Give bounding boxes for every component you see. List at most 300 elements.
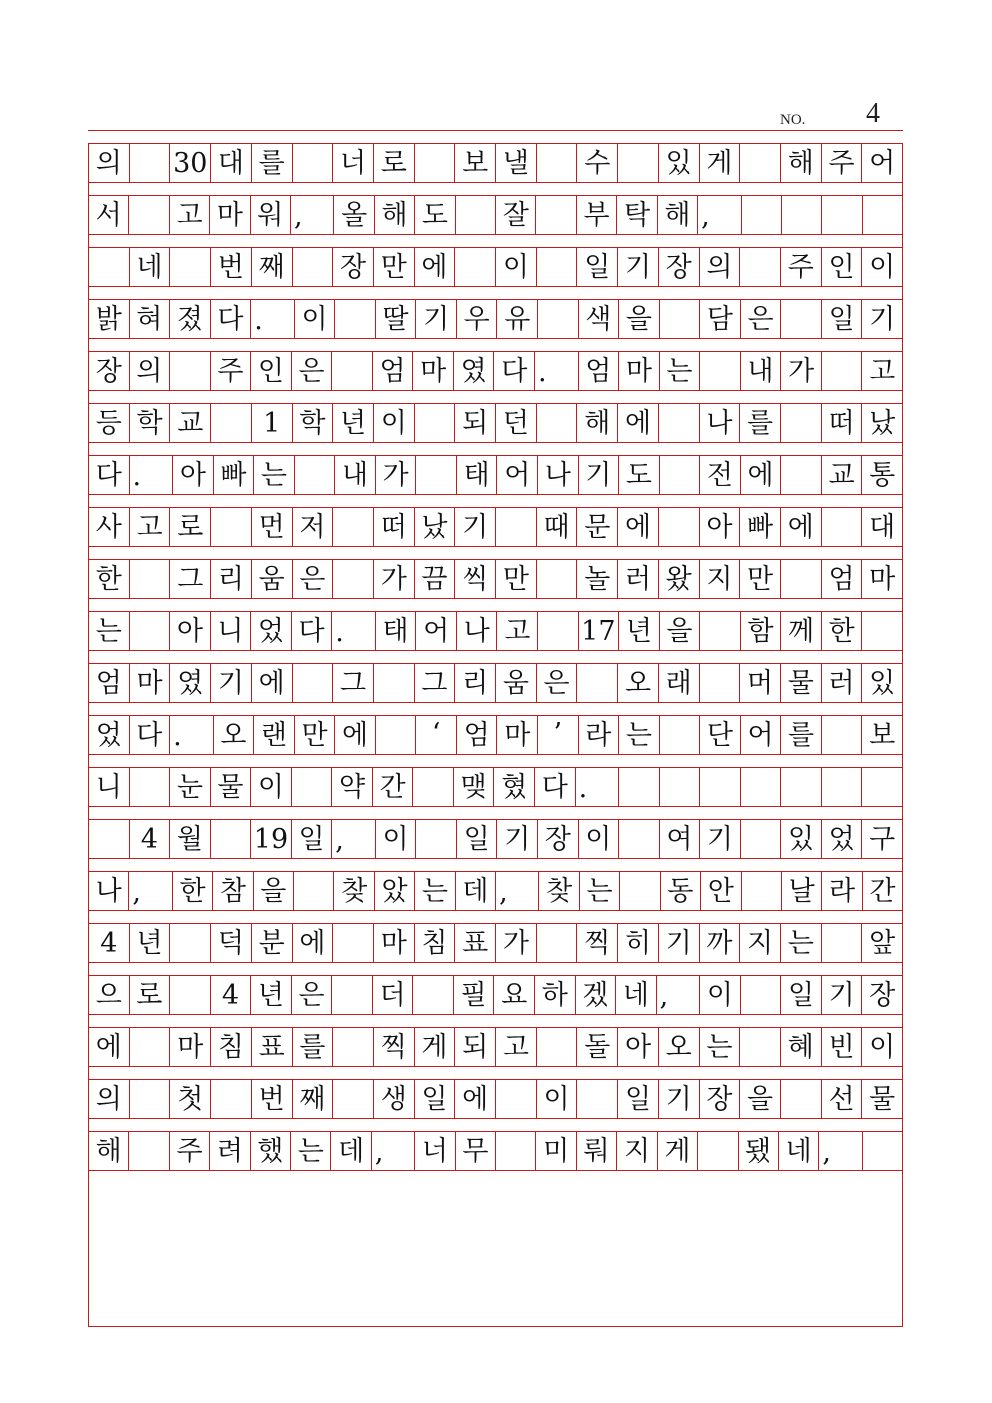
manuscript-cell: 기 (211, 664, 252, 702)
manuscript-cell: 로 (170, 508, 211, 546)
manuscript-cell: 네 (779, 1132, 819, 1170)
manuscript-cell: 기 (659, 1080, 700, 1118)
manuscript-cell: ’ (538, 716, 579, 754)
manuscript-cell (416, 820, 457, 858)
manuscript-cell (332, 976, 373, 1014)
manuscript-cell: 도 (415, 196, 455, 234)
manuscript-cell: 게 (415, 1028, 456, 1066)
manuscript-cell: 했 (251, 1132, 291, 1170)
manuscript-cell: 었 (251, 612, 292, 650)
manuscript-cell: 뤄 (577, 1132, 617, 1170)
manuscript-cell: 침 (415, 924, 456, 962)
manuscript-cell (293, 664, 334, 702)
manuscript-cell: 장 (700, 1080, 741, 1118)
manuscript-cell: 네 (130, 248, 171, 286)
manuscript-cell: 년 (251, 976, 292, 1014)
manuscript-cell: 은 (292, 352, 333, 390)
manuscript-cell: 사 (89, 508, 130, 546)
manuscript-row (88, 247, 903, 287)
manuscript-cell: 씩 (455, 560, 496, 598)
manuscript-cell: 머 (740, 664, 781, 702)
manuscript-cell: 유 (497, 300, 538, 338)
manuscript-cell: 고 (496, 1028, 537, 1066)
manuscript-cell (293, 248, 334, 286)
manuscript-cell (698, 1132, 738, 1170)
manuscript-cell: 째 (293, 1080, 334, 1118)
manuscript-cell: 30 (170, 144, 211, 182)
manuscript-cell: 지 (617, 1132, 657, 1170)
manuscript-cell: 해 (781, 144, 822, 182)
manuscript-cell: 태 (457, 456, 498, 494)
manuscript-cell: 이 (376, 820, 417, 858)
manuscript-cell: 담 (700, 300, 741, 338)
manuscript-cell: 이 (374, 404, 415, 442)
manuscript-cell: 물 (869, 1083, 896, 1115)
manuscript-cell: 어 (869, 147, 896, 179)
manuscript-cell: 안 (701, 872, 741, 910)
manuscript-cell: 엄 (457, 716, 498, 754)
manuscript-cell: 찾 (539, 872, 579, 910)
manuscript-cell: 다 (494, 352, 535, 390)
manuscript-cell: 분 (252, 924, 293, 962)
manuscript-cell: 나 (457, 612, 498, 650)
manuscript-cell: 나 (89, 872, 129, 910)
manuscript-row (88, 871, 903, 911)
manuscript-cell: 무 (456, 1132, 496, 1170)
manuscript-row (88, 143, 903, 183)
manuscript-cell: 의 (700, 248, 741, 286)
manuscript-cell (700, 352, 741, 390)
manuscript-cell (740, 248, 781, 286)
manuscript-cell (577, 664, 618, 702)
manuscript-cell: 번 (211, 248, 252, 286)
manuscript-cell: 는 (781, 924, 822, 962)
manuscript-cell: 때 (537, 508, 578, 546)
manuscript-cell (742, 872, 782, 910)
manuscript-cell: 동 (661, 872, 701, 910)
manuscript-cell: 이 (496, 248, 537, 286)
manuscript-cell: 기 (618, 248, 659, 286)
manuscript-cell: 째 (252, 248, 293, 286)
manuscript-row (88, 663, 903, 703)
manuscript-cell (863, 196, 902, 234)
manuscript-cell: 엄 (579, 352, 620, 390)
manuscript-cell (781, 456, 822, 494)
manuscript-cell: 가 (376, 456, 417, 494)
manuscript-cell: 떠 (374, 508, 415, 546)
manuscript-cell: 함 (741, 612, 782, 650)
manuscript-cell: 서 (89, 196, 129, 234)
manuscript-cell: 졌 (170, 300, 211, 338)
manuscript-cell: 은 (537, 664, 578, 702)
manuscript-cell: 을 (619, 300, 660, 338)
manuscript-cell: 우 (457, 300, 498, 338)
manuscript-cell: 그 (333, 664, 374, 702)
manuscript-cell (374, 664, 415, 702)
manuscript-cell: 기 (869, 303, 896, 335)
manuscript-cell: 탁 (617, 196, 657, 234)
manuscript-cell (741, 768, 782, 806)
manuscript-cell: 이 (537, 1080, 578, 1118)
manuscript-cell (537, 144, 578, 182)
manuscript-cell: 딸 (376, 300, 417, 338)
manuscript-cell: 아 (173, 456, 214, 494)
manuscript-cell: 침 (211, 1028, 252, 1066)
manuscript-cell: 표 (252, 1028, 293, 1066)
manuscript-cell: 마 (497, 716, 538, 754)
manuscript-cell: 일 (415, 1080, 456, 1118)
manuscript-cell: 을 (254, 872, 294, 910)
manuscript-cell (130, 768, 171, 806)
manuscript-cell: 이 (579, 820, 620, 858)
manuscript-cell: . (251, 300, 295, 338)
manuscript-cell: , (496, 872, 539, 910)
manuscript-cell (822, 352, 863, 390)
manuscript-cell: 까 (700, 924, 741, 962)
manuscript-cell (129, 1132, 169, 1170)
manuscript-cell: 기 (700, 820, 741, 858)
manuscript-cell: 해 (89, 1132, 129, 1170)
manuscript-cell: 간 (869, 875, 896, 907)
manuscript-cell: 에 (781, 508, 822, 546)
manuscript-cell: 은 (293, 560, 334, 598)
manuscript-cell: 려 (210, 1132, 250, 1170)
manuscript-cell: 단 (700, 716, 741, 754)
manuscript-cell: 됐 (739, 1132, 779, 1170)
manuscript-cell: 구 (869, 823, 896, 855)
manuscript-cell: 있 (869, 667, 896, 699)
manuscript-cell: 내 (335, 456, 376, 494)
manuscript-cell (822, 716, 863, 754)
manuscript-cell: 전 (700, 456, 741, 494)
manuscript-cell: 았 (375, 872, 415, 910)
manuscript-cell (536, 196, 576, 234)
manuscript-cell: 다 (130, 716, 171, 754)
manuscript-cell: 태 (376, 612, 417, 650)
manuscript-cell: 월 (170, 820, 211, 858)
manuscript-cell (496, 1132, 536, 1170)
manuscript-cell: 니 (89, 768, 130, 806)
manuscript-cell: 였 (170, 664, 211, 702)
manuscript-cell: 일 (292, 820, 333, 858)
manuscript-cell (700, 768, 741, 806)
manuscript-cell: 학 (130, 404, 171, 442)
manuscript-cell: 러 (822, 664, 863, 702)
manuscript-cell: , (657, 976, 701, 1014)
manuscript-cell: 그 (415, 664, 456, 702)
manuscript-cell: 에 (618, 508, 659, 546)
manuscript-cell: 데 (331, 1132, 371, 1170)
manuscript-cell: 빠 (214, 456, 255, 494)
manuscript-cell: 어 (416, 612, 457, 650)
manuscript-row (88, 975, 903, 1015)
manuscript-cell: 워 (251, 196, 291, 234)
manuscript-cell (660, 456, 701, 494)
manuscript-row (88, 403, 903, 443)
manuscript-cell (822, 768, 863, 806)
manuscript-cell: 다 (535, 768, 576, 806)
manuscript-cell: 혜 (781, 1028, 822, 1066)
manuscript-cell: 엄 (373, 352, 414, 390)
manuscript-cell (170, 924, 211, 962)
manuscript-cell (781, 560, 822, 598)
manuscript-cell: 찾 (334, 872, 374, 910)
manuscript-cell: 에 (293, 924, 334, 962)
manuscript-cell: 물 (211, 768, 252, 806)
manuscript-cell: 번 (252, 1080, 293, 1118)
manuscript-cell: 장 (869, 979, 896, 1011)
manuscript-cell: 장 (333, 248, 374, 286)
manuscript-cell: 주 (170, 1132, 210, 1170)
manuscript-cell (130, 144, 171, 182)
manuscript-cell: 장 (659, 248, 700, 286)
manuscript-cell: 라 (822, 872, 862, 910)
manuscript-cell: 1 (252, 404, 293, 442)
manuscript-cell: 아 (700, 508, 741, 546)
manuscript-cell: 일 (457, 820, 498, 858)
manuscript-cell: 대 (869, 511, 896, 543)
manuscript-cell: 한 (89, 560, 130, 598)
manuscript-cell: . (576, 768, 620, 806)
manuscript-cell: 오 (214, 716, 255, 754)
manuscript-cell: 기 (416, 300, 457, 338)
manuscript-cell (577, 1080, 618, 1118)
page-number (0, 98, 992, 128)
manuscript-cell: 해 (375, 196, 415, 234)
page-number-value: 4 (866, 98, 880, 129)
manuscript-cell: 참 (213, 872, 253, 910)
manuscript-cell (700, 612, 741, 650)
manuscript-cell: 가 (374, 560, 415, 598)
manuscript-cell: 히 (618, 924, 659, 962)
manuscript-cell (822, 924, 863, 962)
manuscript-cell (295, 456, 336, 494)
manuscript-cell: 기 (455, 508, 496, 546)
manuscript-cell (292, 768, 333, 806)
manuscript-cell: , (129, 872, 172, 910)
manuscript-cell (781, 1080, 822, 1118)
manuscript-cell: 19 (251, 820, 292, 858)
manuscript-cell: 에 (415, 248, 456, 286)
manuscript-cell: 아 (170, 612, 211, 650)
manuscript-cell: 혔 (494, 768, 535, 806)
manuscript-cell: 낼 (496, 144, 537, 182)
manuscript-cell (333, 1080, 374, 1118)
manuscript-cell: 를 (781, 716, 822, 754)
manuscript-cell: 리 (211, 560, 252, 598)
manuscript-cell: 날 (782, 872, 822, 910)
manuscript-cell (781, 404, 822, 442)
manuscript-cell: 한 (822, 612, 863, 650)
manuscript-cell: 년 (130, 924, 171, 962)
manuscript-cell: 랜 (254, 716, 295, 754)
manuscript-cell: 먼 (252, 508, 293, 546)
manuscript-cell: 찍 (374, 1028, 415, 1066)
manuscript-cell: . (170, 716, 214, 754)
manuscript-cell: 표 (455, 924, 496, 962)
manuscript-cell: 교 (170, 404, 211, 442)
manuscript-cell: 있 (781, 820, 822, 858)
manuscript-cell: 여 (660, 820, 701, 858)
manuscript-cell: 를 (252, 144, 293, 182)
manuscript-cell: 었 (89, 716, 130, 754)
manuscript-row (88, 923, 903, 963)
manuscript-cell: 러 (618, 560, 659, 598)
manuscript-cell (376, 716, 417, 754)
manuscript-cell: 게 (658, 1132, 698, 1170)
manuscript-cell: 해 (658, 196, 698, 234)
manuscript-cell: 로 (130, 976, 171, 1014)
manuscript-cell: 보 (455, 144, 496, 182)
manuscript-cell: 를 (293, 1028, 334, 1066)
manuscript-cell: 리 (455, 664, 496, 702)
manuscript-cell: 일 (577, 248, 618, 286)
manuscript-cell: 간 (373, 768, 414, 806)
manuscript-row (88, 715, 903, 755)
manuscript-cell (537, 1028, 578, 1066)
manuscript-cell (660, 300, 701, 338)
manuscript-cell: 하 (535, 976, 576, 1014)
manuscript-cell (782, 196, 822, 234)
manuscript-cell (293, 144, 334, 182)
manuscript-row (88, 299, 903, 339)
manuscript-cell (130, 1028, 171, 1066)
manuscript-cell: 어 (741, 716, 782, 754)
manuscript-cell: 너 (333, 144, 374, 182)
manuscript-cell: 년 (333, 404, 374, 442)
manuscript-cell (333, 1028, 374, 1066)
manuscript-cell: 끔 (415, 560, 456, 598)
manuscript-cell (332, 352, 373, 390)
manuscript-cell: 되 (455, 404, 496, 442)
manuscript-cell: 엄 (822, 560, 863, 598)
manuscript-cell: 장 (89, 352, 130, 390)
manuscript-cell: 맺 (454, 768, 495, 806)
manuscript-cell: 마 (170, 1028, 211, 1066)
manuscript-row (88, 611, 903, 651)
manuscript-row (88, 1079, 903, 1119)
manuscript-cell: 대 (211, 144, 252, 182)
manuscript-cell: 겠 (576, 976, 617, 1014)
manuscript-cell: 를 (740, 404, 781, 442)
manuscript-cell: , (819, 1132, 862, 1170)
manuscript-cell: 났 (415, 508, 456, 546)
manuscript-cell: 고 (869, 355, 896, 387)
manuscript-cell: 을 (660, 612, 701, 650)
manuscript-cell: 도 (619, 456, 660, 494)
manuscript-cell (620, 872, 660, 910)
manuscript-cell (333, 508, 374, 546)
manuscript-cell: 4 (211, 976, 252, 1014)
manuscript-cell (863, 1132, 902, 1170)
manuscript-cell: 마 (374, 924, 415, 962)
manuscript-cell: 는 (415, 872, 455, 910)
manuscript-cell: 가 (781, 352, 822, 390)
manuscript-cell: 필 (454, 976, 495, 1014)
manuscript-cell: 그 (170, 560, 211, 598)
manuscript-row (88, 1027, 903, 1067)
manuscript-cell: 고 (170, 196, 210, 234)
manuscript-cell: 첫 (170, 1080, 211, 1118)
manuscript-cell: 라 (579, 716, 620, 754)
manuscript-cell: , (372, 1132, 415, 1170)
manuscript-cell: 놀 (577, 560, 618, 598)
manuscript-cell: 다 (89, 456, 130, 494)
manuscript-cell: 움 (252, 560, 293, 598)
manuscript-cell: 는 (700, 1028, 741, 1066)
manuscript-cell: 일 (781, 976, 822, 1014)
manuscript-cell (455, 248, 496, 286)
manuscript-cell (537, 560, 578, 598)
manuscript-cell: 는 (254, 456, 295, 494)
manuscript-cell (659, 404, 700, 442)
manuscript-cell (333, 924, 374, 962)
manuscript-cell (211, 508, 252, 546)
manuscript-cell (456, 196, 496, 234)
manuscript-cell: 다 (211, 300, 252, 338)
manuscript-row (88, 559, 903, 599)
manuscript-cell (742, 196, 782, 234)
manuscript-cell: 마 (210, 196, 250, 234)
manuscript-cell (416, 456, 457, 494)
manuscript-cell: 마 (619, 352, 660, 390)
manuscript-cell: 밝 (89, 300, 130, 338)
manuscript-row (88, 507, 903, 547)
manuscript-cell (415, 404, 456, 442)
manuscript-cell: 는 (89, 612, 130, 650)
manuscript-cell (537, 404, 578, 442)
manuscript-cell: 는 (580, 872, 620, 910)
manuscript-cell: 엄 (89, 664, 130, 702)
manuscript-cell (335, 300, 376, 338)
manuscript-row (88, 351, 903, 391)
manuscript-cell: 나 (700, 404, 741, 442)
manuscript-cell: 고 (130, 508, 171, 546)
manuscript-cell: 었 (822, 820, 863, 858)
manuscript-cell (129, 196, 169, 234)
manuscript-cell (538, 300, 579, 338)
manuscript-cell: 던 (496, 404, 537, 442)
manuscript-row (88, 195, 903, 235)
manuscript-cell: 났 (869, 407, 896, 439)
manuscript-cell: 에 (618, 404, 659, 442)
manuscript-cell (413, 976, 454, 1014)
manuscript-cell: 눈 (170, 768, 211, 806)
page-number-label: NO. (780, 112, 806, 128)
manuscript-cell: 수 (577, 144, 618, 182)
manuscript-cell: 등 (89, 404, 130, 442)
manuscript-cell: 께 (781, 612, 822, 650)
manuscript-cell (415, 144, 456, 182)
manuscript-cell: 일 (822, 300, 863, 338)
manuscript-cell (413, 768, 454, 806)
manuscript-cell: 였 (454, 352, 495, 390)
manuscript-cell (333, 560, 374, 598)
manuscript-cell (538, 612, 579, 650)
manuscript-cell: 너 (415, 1132, 455, 1170)
manuscript-cell: 이 (700, 976, 741, 1014)
manuscript-cell: 빠 (740, 508, 781, 546)
manuscript-cell: 움 (496, 664, 537, 702)
manuscript-cell: 다 (292, 612, 333, 650)
manuscript-cell: 장 (538, 820, 579, 858)
manuscript-cell: 에 (89, 1028, 130, 1066)
manuscript-cell: 4 (130, 820, 171, 858)
manuscript-cell: 부 (577, 196, 617, 234)
manuscript-cell (618, 144, 659, 182)
manuscript-cell: 문 (577, 508, 618, 546)
manuscript-cell: 왔 (659, 560, 700, 598)
